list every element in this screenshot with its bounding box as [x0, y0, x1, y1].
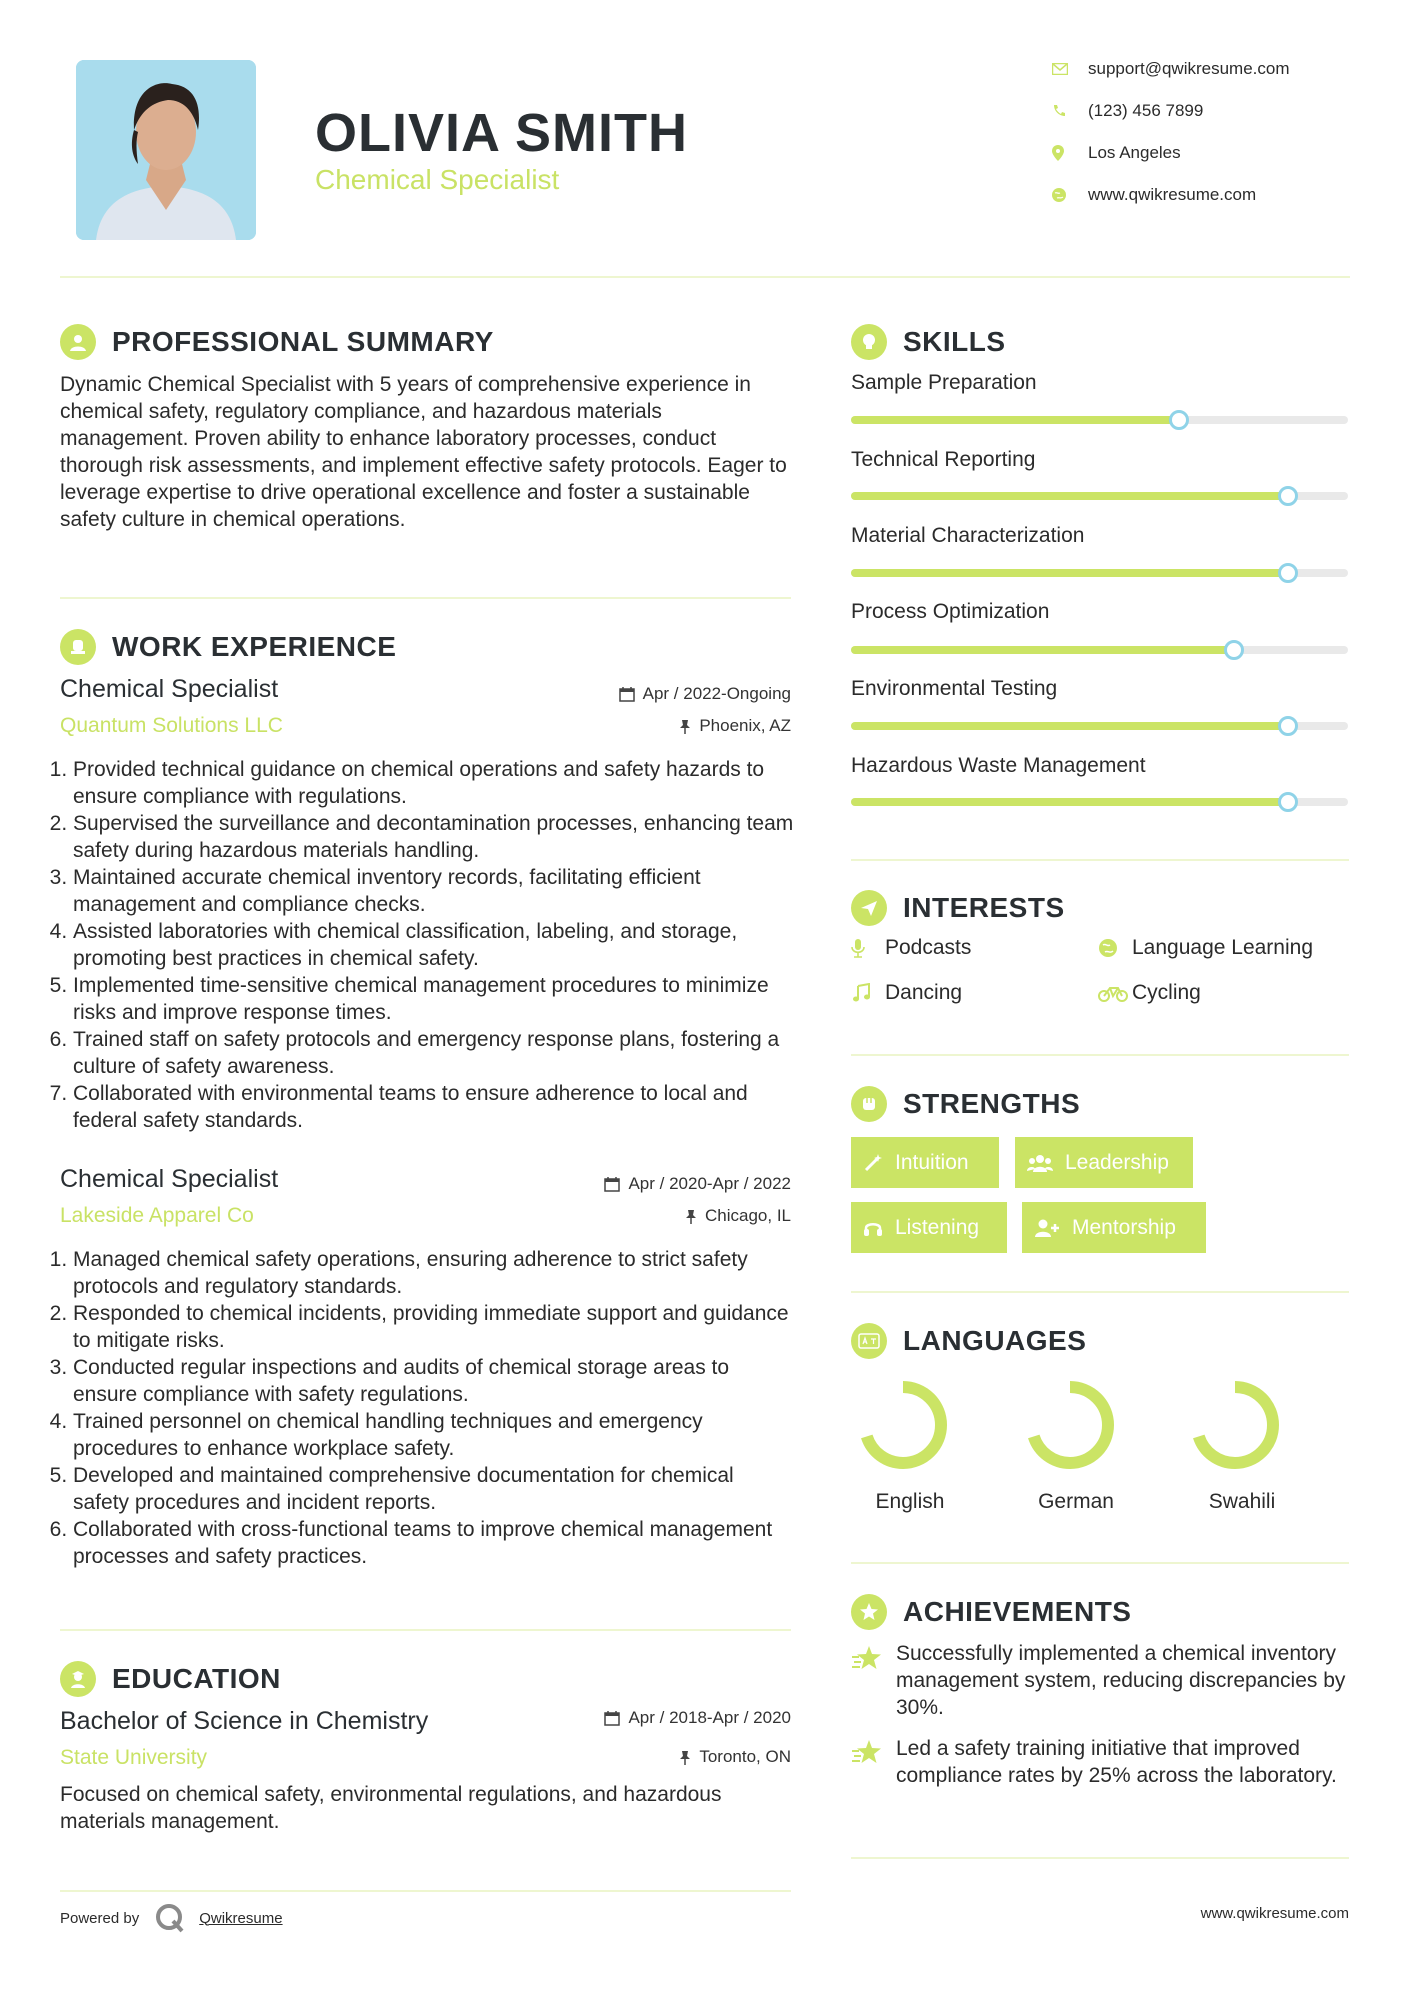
skill-6-knob[interactable]: [1278, 792, 1298, 812]
summary-text: Dynamic Chemical Specialist with 5 years of comprehensive experience in chemical safety, regulatory compliance, and hazardous materials management. Proven ability to enhance laboratory processes, conduct thorough risk assessments, and implement effective safety protocols. Eager to leverage expertise to drive operational excellence and foster a sustainable safety culture in chemical operations.: [60, 373, 787, 531]
list-item: 5. Implemented time-sensitive chemical management procedures to minimize risks and improve response times.: [73, 972, 794, 1026]
skill-6-fill: [851, 798, 1288, 806]
website-text: www.qwikresume.com: [1088, 185, 1257, 204]
experience-divider: [60, 1629, 791, 1631]
job-2-dates-text: Apr / 2020-Apr / 2022: [628, 1174, 791, 1193]
school-name: State University: [60, 1746, 208, 1769]
language-ring-arc: [865, 1387, 941, 1463]
interests-heading: [851, 888, 1065, 928]
strength-chip-intuition: [851, 1137, 999, 1188]
list-item: 1. Provided technical guidance on chemical operations and safety hazards to ensure compliance with regulations.: [73, 756, 794, 810]
skill-2-fill: [851, 492, 1288, 500]
job-2-bullets: [54, 1246, 794, 1570]
summary-title: PROFESSIONAL SUMMARY: [112, 326, 494, 357]
graduate-icon: [60, 1661, 96, 1697]
powered-by-label: Powered by: [60, 1909, 140, 1927]
job-1-bullets: [54, 756, 794, 1134]
magic-wand-icon: [863, 1153, 883, 1173]
list-item: 3. Conducted regular inspections and audits of chemical storage areas to ensure compliance with safety regulations.: [73, 1354, 794, 1408]
contact-website[interactable]: [1052, 181, 1352, 209]
user-icon: [60, 324, 96, 360]
users-icon: [1027, 1153, 1053, 1173]
achievement-2: Led a safety training initiative that improved compliance rates by 25% across the laboratory.: [896, 1737, 1337, 1787]
achievements-divider: [851, 1857, 1349, 1859]
star-icon: [851, 1644, 883, 1674]
education-location: [531, 1747, 791, 1767]
location-text: Los Angeles: [1088, 143, 1181, 162]
skill-3-knob[interactable]: [1278, 563, 1298, 583]
job-1-company: Quantum Solutions LLC: [60, 714, 283, 737]
summary-heading: [60, 322, 494, 362]
language-ring-arc: [1197, 1387, 1273, 1463]
paper-plane-icon: [851, 890, 887, 926]
job-2-location: [531, 1206, 791, 1226]
achievements-heading: [851, 1592, 1131, 1632]
list-item: 6. Collaborated with cross-functional teams to improve chemical management processes and safety practices.: [73, 1516, 794, 1570]
job-2-title: Chemical Specialist: [60, 1165, 279, 1193]
fist-icon: [851, 1086, 887, 1122]
languages-heading: [851, 1321, 1086, 1361]
job-2-company: Lakeside Apparel Co: [60, 1204, 254, 1227]
qwikresume-link[interactable]: Qwikresume: [199, 1909, 283, 1927]
skill-1-knob[interactable]: [1169, 410, 1189, 430]
headphones-icon: [863, 1218, 883, 1238]
list-item: 4. Trained personnel on chemical handling techniques and emergency procedures to enhance workplace safety.: [73, 1408, 794, 1462]
strength-label: Leadership: [1065, 1150, 1169, 1174]
strengths-divider: [851, 1291, 1349, 1293]
job-1-location: [531, 716, 791, 736]
summary-divider: [60, 597, 791, 599]
achievement-1: Successfully implemented a chemical inventory management system, reducing discrepancies by 30%.: [896, 1642, 1346, 1719]
language-ring-german: [1024, 1379, 1116, 1471]
skills-title: SKILLS: [903, 326, 1006, 357]
language-ring-arc: [1032, 1387, 1108, 1463]
globe-icon: [1052, 188, 1088, 202]
interests-divider: [851, 1054, 1349, 1056]
microphone-icon: [851, 938, 885, 958]
pushpin-icon: [679, 1750, 691, 1765]
strength-chip-leadership: [1015, 1137, 1193, 1188]
calendar-icon: [604, 1176, 620, 1192]
strength-chip-mentorship: [1022, 1202, 1206, 1253]
interest-label: Cycling: [1132, 981, 1201, 1004]
language-ring-english: [857, 1379, 949, 1471]
skill-5-knob[interactable]: [1278, 716, 1298, 736]
skill-3-name: Material Characterization: [851, 524, 1085, 547]
list-item: 6. Trained staff on safety protocols and emergency response plans, fostering a culture of safety awareness.: [73, 1026, 794, 1080]
list-item: 3. Maintained accurate chemical inventory records, facilitating efficient management and compliance checks.: [73, 864, 794, 918]
job-2-dates: [531, 1174, 791, 1194]
skill-6-bar[interactable]: [851, 798, 1348, 806]
strength-label: Mentorship: [1072, 1215, 1176, 1239]
skill-1-bar[interactable]: [851, 416, 1348, 424]
strengths-title: STRENGTHS: [903, 1088, 1081, 1119]
skill-2-knob[interactable]: [1278, 486, 1298, 506]
education-location-text: Toronto, ON: [699, 1747, 791, 1766]
language-name-german: German: [1038, 1490, 1114, 1513]
user-plus-icon: [1034, 1218, 1060, 1238]
skill-4-name: Process Optimization: [851, 600, 1050, 623]
languages-title: LANGUAGES: [903, 1325, 1087, 1356]
interest-dancing: [851, 981, 962, 1005]
experience-heading: [60, 627, 396, 667]
job-1-location-text: Phoenix, AZ: [699, 716, 791, 735]
job-1-title: Chemical Specialist: [60, 675, 279, 703]
education-title: EDUCATION: [112, 1663, 281, 1694]
candidate-name: OLIVIA SMITH: [315, 103, 688, 163]
strength-chip-listening: [851, 1202, 1007, 1253]
skill-6-name: Hazardous Waste Management: [851, 754, 1146, 777]
education-heading: [60, 1659, 281, 1699]
music-note-icon: [851, 983, 885, 1003]
language-icon: [851, 1323, 887, 1359]
languages-divider: [851, 1562, 1349, 1564]
briefcase-icon: [60, 629, 96, 665]
lightbulb-icon: [851, 324, 887, 360]
globe-icon: [1098, 938, 1132, 958]
experience-title: WORK EXPERIENCE: [112, 631, 397, 662]
powered-by: [60, 1901, 283, 1935]
skills-divider: [851, 859, 1349, 861]
calendar-icon: [604, 1710, 620, 1726]
skill-4-fill: [851, 646, 1234, 654]
envelope-icon: [1052, 63, 1088, 75]
qwikresume-logo-icon: [153, 1901, 187, 1935]
list-item: 2. Responded to chemical incidents, providing immediate support and guidance to mitigate risks.: [73, 1300, 794, 1354]
language-name-english: English: [875, 1490, 945, 1513]
bicycle-icon: [1098, 984, 1132, 1002]
map-pin-icon: [1052, 145, 1088, 161]
skill-1-name: Sample Preparation: [851, 371, 1037, 394]
skill-3-fill: [851, 569, 1288, 577]
list-item: 4. Assisted laboratories with chemical classification, labeling, and storage, promoting best practices in chemical safety.: [73, 918, 794, 972]
calendar-icon: [619, 686, 635, 702]
skill-4-bar[interactable]: [851, 646, 1348, 654]
job-1-dates: [531, 684, 791, 704]
phone-text: (123) 456 7899: [1088, 101, 1204, 120]
degree-title: Bachelor of Science in Chemistry: [60, 1707, 429, 1735]
interest-language-learning: [1098, 936, 1313, 960]
list-item: 7. Collaborated with environmental teams to ensure adherence to local and federal safety standards.: [73, 1080, 794, 1134]
contact-phone[interactable]: [1052, 97, 1352, 125]
strength-label: Listening: [895, 1215, 980, 1239]
skill-3-bar[interactable]: [851, 569, 1348, 577]
footer-divider-left: [60, 1890, 791, 1892]
interest-podcasts: [851, 936, 971, 960]
pushpin-icon: [679, 719, 691, 734]
language-name-swahili: Swahili: [1208, 1490, 1276, 1513]
candidate-title: Chemical Specialist: [315, 164, 560, 195]
education-text: Focused on chemical safety, environmental regulations, and hazardous materials management.: [60, 1783, 722, 1833]
interest-label: Language Learning: [1132, 936, 1314, 959]
profile-photo: [76, 60, 256, 240]
strength-label: Intuition: [895, 1150, 969, 1174]
achievements-title: ACHIEVEMENTS: [903, 1596, 1132, 1627]
interest-label: Dancing: [885, 981, 963, 1004]
strengths-heading: [851, 1084, 1080, 1124]
interest-label: Podcasts: [885, 936, 972, 959]
skill-2-bar[interactable]: [851, 492, 1348, 500]
header-divider: [60, 276, 1350, 278]
interests-title: INTERESTS: [903, 892, 1065, 923]
skill-5-bar[interactable]: [851, 722, 1348, 730]
skill-5-name: Environmental Testing: [851, 677, 1058, 700]
skills-heading: [851, 322, 1006, 362]
email-text: support@qwikresume.com: [1088, 59, 1290, 78]
contact-email[interactable]: [1052, 55, 1352, 83]
pushpin-icon: [685, 1209, 697, 1224]
footer-url[interactable]: www.qwikresume.com: [1200, 1905, 1349, 1922]
job-1-dates-text: Apr / 2022-Ongoing: [642, 684, 791, 703]
job-2-location-text: Chicago, IL: [705, 1206, 791, 1225]
interest-cycling: [1098, 981, 1201, 1005]
list-item: 2. Supervised the surveillance and decontamination processes, enhancing team safety during hazardous materials handling.: [73, 810, 794, 864]
education-dates-text: Apr / 2018-Apr / 2020: [628, 1708, 791, 1727]
skill-5-fill: [851, 722, 1288, 730]
list-item: 1. Managed chemical safety operations, ensuring adherence to strict safety protocols and regulatory standards.: [73, 1246, 794, 1300]
contact-location: [1052, 139, 1352, 167]
star-badge-icon: [851, 1594, 887, 1630]
education-dates: [531, 1708, 791, 1728]
star-icon: [851, 1738, 883, 1768]
phone-icon: [1052, 104, 1088, 118]
list-item: 5. Developed and maintained comprehensive documentation for chemical safety procedures and incident reports.: [73, 1462, 794, 1516]
skill-2-name: Technical Reporting: [851, 448, 1036, 471]
skill-4-knob[interactable]: [1224, 640, 1244, 660]
language-ring-swahili: [1189, 1379, 1281, 1471]
skill-1-fill: [851, 416, 1179, 424]
